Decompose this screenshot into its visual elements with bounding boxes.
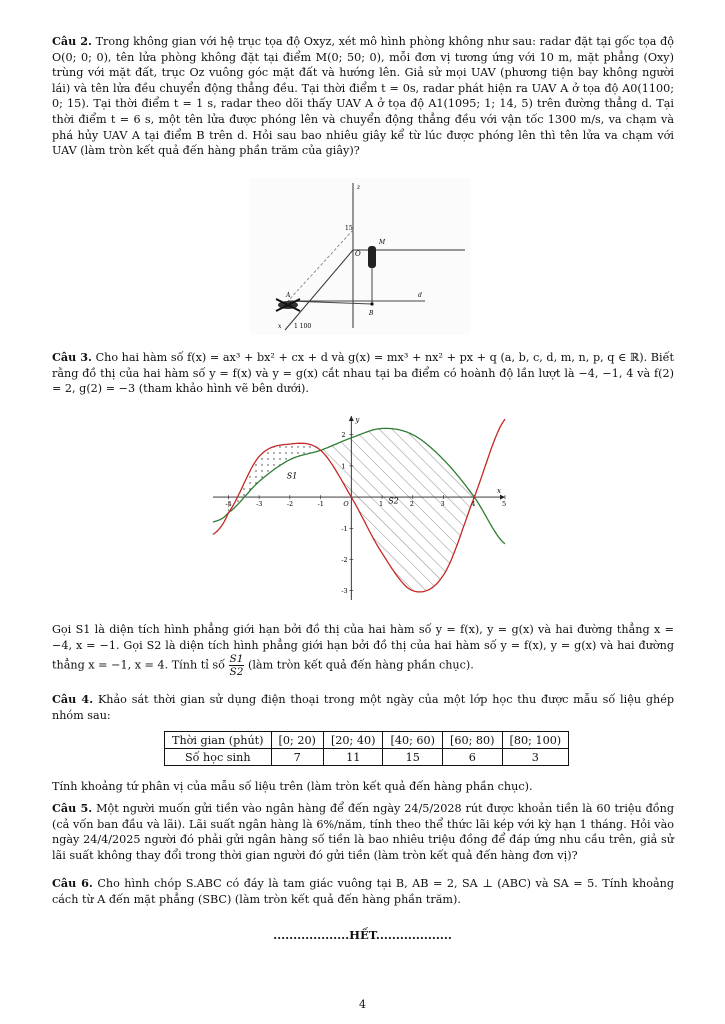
question-3-rounding-text: (làm tròn kết quả đến hàng phần chục). [247, 658, 474, 672]
y-tick-label: -3 [341, 587, 348, 596]
y-tick-label: 2 [341, 431, 346, 440]
table-cell: [0; 20) [271, 732, 323, 749]
missile-icon [368, 246, 376, 268]
end-marker: ...................HẾT................... [273, 928, 452, 942]
point-b [370, 302, 373, 305]
question-3-continued [52, 622, 674, 678]
region-label-s2: S2 [388, 496, 399, 506]
air-defense-figure [250, 178, 470, 335]
table-cell: Thời gian (phút) [165, 732, 272, 749]
question-4-text: Khảo sát thời gian sử dụng điện thoại trong một ngày của một lớp học thu được mẫu số liệu ghép nhóm sau: [52, 693, 674, 722]
label-o: O [355, 250, 361, 258]
table-row-time [165, 732, 569, 749]
question-3-label: Câu 3. [52, 350, 92, 364]
question-3-s1-text: Gọi S1 là diện tích hình phẳng giới hạn bởi đồ thị của hai hàm số y = f(x), y = g(x) và hai đường thẳng x = −4, x = −1. Gọi S2 là diện tích hình phẳng giới hạn bởi đồ thị của hai hàm số y = f(x), y = g(x) và [52, 623, 674, 652]
ratio-fraction [229, 653, 245, 678]
question-4-after [52, 779, 674, 795]
x-tick-label: 5 [502, 500, 507, 509]
question-6-label: Câu 6. [52, 876, 93, 890]
question-3-text: Cho hai hàm số f(x) = ax³ + bx² + cx + d và g(x) = mx³ + nx² + px + q (a, b, c, d, m, n, p, q ∈ ℝ). Biết rằng đồ thị của hai hàm số y = f(x) và y = g(x) cắt nhau tại ba điểm có hoành độ lần lượt là −4, −1, 4 và f(2) = 2, g(2) = −3 (tham khảo hình vẽ bên dưới). [52, 351, 674, 396]
origin-label: O [343, 500, 349, 509]
table-cell: [60; 80) [443, 732, 503, 749]
question-2-text: Trong không gian với hệ trục tọa độ Oxyz, xét mô hình phòng không như sau: radar đặt tại gốc tọa độ O(0; 0; 0), tên lửa phòng không đặt tại điểm M(0; 50; 0), mỗi đơn vị tương ứng với 10 m, mặt phẳng (Oxy) trùng với mặt đất, trục Oz vuông góc mặt đất và hướng lên. Giả sử mọi UAV (phương tiện bay không người lái) và tên lửa đều chuyển động thẳng đều. Tại thời điểm t = 0s, radar phát hiện ra UAV A ở tọa độ A0(1100; 0; 15). Tại thời điểm t = 1 s, radar theo dõi thấy UAV A ở tọa độ A1(1095; 1; 14, 5) trên đường thẳng d. Tại thời điểm t = 6 s, một tên lửa được phóng lên và chuyển động thẳng đều với vận tốc 1300 m/s, va chạm và phá hủy UAV A tại điểm B trên d. Hỏi sau bao nhiêu giây kể từ lúc được phóng lên thì tên lửa va chạm với UAV (làm tròn kết quả đến hàng phần trăm của giây)? [52, 35, 674, 158]
table-cell: 15 [383, 749, 443, 766]
table-cell: 11 [323, 749, 383, 766]
y-tick-label: -2 [341, 555, 348, 564]
page-number: 4 [359, 998, 366, 1011]
question-5-label: Câu 5. [52, 801, 93, 815]
question-5 [52, 801, 674, 863]
x-tick-label: -1 [317, 500, 324, 509]
table-cell: [20; 40) [323, 732, 383, 749]
label-a: A [286, 292, 291, 299]
x-tick-label: 4 [471, 500, 476, 509]
region-label-s1: S1 [286, 471, 298, 481]
x-tick-label: 3 [440, 500, 445, 509]
x-tick-label: -4 [225, 500, 232, 509]
question-2 [52, 34, 674, 159]
ratio-numerator: S1 [229, 653, 244, 666]
question-2-label: Câu 2. [52, 34, 92, 48]
label-1100: 1 100 [294, 323, 312, 330]
question-4 [52, 692, 674, 723]
axis-label-y: y [355, 416, 360, 424]
ratio-denominator: S2 [229, 666, 244, 679]
table-cell: 7 [271, 749, 323, 766]
region-s2 [321, 428, 475, 592]
label-x: x [278, 323, 282, 330]
question-4-label: Câu 4. [52, 692, 94, 706]
y-tick-label: 1 [341, 462, 346, 471]
table-row-students [165, 749, 569, 766]
y-tick-label: -1 [341, 524, 348, 533]
table-cell: 6 [443, 749, 503, 766]
x-tick-label: -2 [286, 500, 294, 509]
label-d: d [418, 292, 422, 299]
x-tick-label: 2 [409, 500, 414, 509]
y-axis-arrow [349, 416, 354, 421]
question-3-ratio-text: hai đường thẳng x = −1, x = 4. Tính tỉ số [52, 638, 675, 672]
label-b: B [369, 310, 374, 317]
frequency-table [164, 731, 569, 766]
question-5-text: Một người muốn gửi tiền vào ngân hàng để đến ngày 24/5/2028 rút được khoản tiền là 60 triệu đồng (cả vốn ban đầu và lãi). Lãi suất ngân hàng là 6%/năm, tính theo thể thức lãi kép với kỳ hạn 1 tháng. Hỏi vào ngày 24/4/2025 người đó phải gửi ngân hàng số tiền là bao nhiêu triệu đồng để đáp ứng nhu cầu trên, giả sử lãi suất không thay đổi trong thời gian người đó gửi tiền (làm tròn kết quả đến hàng đơn vị)? [52, 802, 674, 862]
x-tick-label: -3 [256, 500, 263, 509]
table-cell: [80; 100) [502, 732, 569, 749]
label-z: z [357, 184, 361, 191]
x-tick-label: 1 [379, 500, 384, 509]
question-6-text: Cho hình chóp S.ABC có đáy là tam giác vuông tại B, AB = 2, SA ⊥ (ABC) và SA = 5. Tính khoảng cách từ A đến mặt phẳng (SBC) (làm tròn kết quả đến hàng phần trăm). [52, 877, 674, 906]
question-4-after-text: Tính khoảng tứ phân vị của mẫu số liệu trên (làm tròn kết quả đến hàng phần chục). [52, 780, 533, 793]
question-6 [52, 876, 674, 907]
function-graph [205, 408, 515, 606]
label-m: M [379, 239, 386, 246]
table-cell: [40; 60) [383, 732, 443, 749]
axis-label-x: x [497, 487, 501, 496]
table-cell: 3 [502, 749, 569, 766]
x-axis-arrow [500, 495, 505, 500]
question-3 [52, 350, 674, 397]
label-15: 15 [345, 225, 353, 232]
table-cell: Số học sinh [165, 749, 272, 766]
